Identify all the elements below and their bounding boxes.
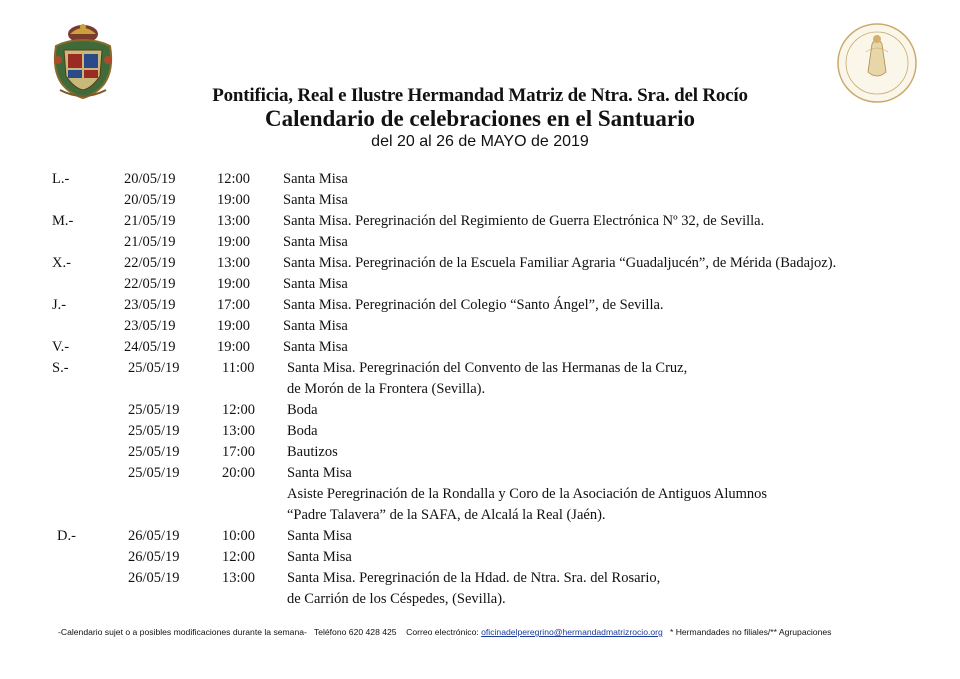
time: 19:00 [217, 192, 251, 208]
schedule-row [0, 294, 960, 315]
date: 23/05/19 [124, 318, 176, 334]
description: Santa Misa. Peregrinación del Convento de las Hermanas de la Cruz, [287, 360, 688, 376]
time: 17:00 [217, 297, 251, 313]
time: 13:00 [217, 213, 251, 229]
day-label: D.- [57, 528, 76, 544]
date: 25/05/19 [128, 402, 180, 418]
date: 26/05/19 [128, 528, 180, 544]
schedule-row [0, 210, 960, 231]
time: 12:00 [222, 549, 256, 565]
schedule-row [0, 273, 960, 294]
footer-note [58, 627, 938, 637]
date: 24/05/19 [124, 339, 176, 355]
description: de Carrión de los Céspedes, (Sevilla). [287, 591, 506, 607]
schedule-row [0, 588, 960, 609]
schedule-row [0, 504, 960, 525]
email-label: Correo electrónico: [406, 627, 479, 637]
description: Santa Misa [287, 549, 352, 565]
description: Santa Misa [283, 171, 348, 187]
description: Boda [287, 423, 318, 439]
time: 20:00 [222, 465, 256, 481]
time: 19:00 [217, 339, 251, 355]
day-label: M.- [52, 213, 74, 229]
schedule-row [0, 420, 960, 441]
description: Santa Misa [283, 234, 348, 250]
schedule-row [0, 315, 960, 336]
description: Santa Misa. Peregrinación del Regimiento de Guerra Electrónica Nº 32, de Sevilla. [283, 213, 765, 229]
day-label: S.- [52, 360, 69, 376]
schedule-row [0, 399, 960, 420]
date: 22/05/19 [124, 255, 176, 271]
schedule-row [0, 567, 960, 588]
schedule-list [0, 168, 960, 609]
description: Asiste Peregrinación de la Rondalla y Coro de la Asociación de Antiguos Alumnos [287, 486, 768, 502]
schedule-row [0, 462, 960, 483]
phone-text: Teléfono 620 428 425 [313, 627, 397, 637]
schedule-row [0, 441, 960, 462]
date: 26/05/19 [128, 549, 180, 565]
schedule-row [0, 252, 960, 273]
description: Santa Misa. Peregrinación del Colegio “Santo Ángel”, de Sevilla. [283, 297, 664, 313]
schedule-row [0, 336, 960, 357]
description: Santa Misa. Peregrinación de la Hdad. de Ntra. Sra. del Rosario, [287, 570, 661, 586]
date-range: del 20 al 26 de MAYO de 2019 [371, 133, 589, 150]
description: Santa Misa [283, 318, 348, 334]
description: Santa Misa [283, 276, 348, 292]
day-label: V.- [52, 339, 70, 355]
date: 25/05/19 [128, 423, 180, 439]
day-label: X.- [52, 255, 71, 271]
date: 21/05/19 [124, 234, 176, 250]
schedule-row [0, 231, 960, 252]
date: 25/05/19 [128, 465, 180, 481]
email-link[interactable]: oficinadelperegrino@hermandadmatrizrocio.org [481, 627, 663, 637]
page-title: Calendario de celebraciones en el Santuario [265, 106, 695, 131]
date: 21/05/19 [124, 213, 176, 229]
schedule-row [0, 546, 960, 567]
schedule-row [0, 357, 960, 378]
date: 22/05/19 [124, 276, 176, 292]
day-label: J.- [52, 297, 67, 313]
description: Santa Misa. Peregrinación de la Escuela Familiar Agraria “Guadaljucén”, de Mérida (Badajoz). [283, 255, 837, 271]
date: 23/05/19 [124, 297, 176, 313]
time: 19:00 [217, 234, 251, 250]
schedule-row [0, 189, 960, 210]
time: 13:00 [222, 423, 256, 439]
schedule-row [0, 483, 960, 504]
disclaimer-text: -Calendario sujet o a posibles modificaciones durante la semana- [58, 627, 307, 637]
description: Santa Misa [287, 465, 352, 481]
description: Santa Misa [283, 339, 348, 355]
description: “Padre Talavera” de la SAFA, de Alcalá la Real (Jaén). [287, 507, 606, 523]
time: 10:00 [222, 528, 256, 544]
institution-name: Pontificia, Real e Ilustre Hermandad Matriz de Ntra. Sra. del Rocío [212, 85, 748, 106]
time: 19:00 [217, 318, 251, 334]
date: 25/05/19 [128, 444, 180, 460]
time: 12:00 [217, 171, 251, 187]
description: de Morón de la Frontera (Sevilla). [287, 381, 486, 397]
time: 13:00 [217, 255, 251, 271]
time: 11:00 [222, 360, 255, 376]
description: Santa Misa [283, 192, 348, 208]
date: 25/05/19 [128, 360, 180, 376]
date: 20/05/19 [124, 192, 176, 208]
description: Santa Misa [287, 528, 352, 544]
day-label: L.- [52, 171, 70, 187]
schedule-row [0, 378, 960, 399]
schedule-row [0, 168, 960, 189]
time: 12:00 [222, 402, 256, 418]
legend-text: * Hermandades no filiales/** Agrupaciones [669, 627, 832, 637]
description: Boda [287, 402, 318, 418]
description: Bautizos [287, 444, 338, 460]
date: 20/05/19 [124, 171, 176, 187]
schedule-row [0, 525, 960, 546]
time: 19:00 [217, 276, 251, 292]
time: 17:00 [222, 444, 256, 460]
date: 26/05/19 [128, 570, 180, 586]
time: 13:00 [222, 570, 256, 586]
